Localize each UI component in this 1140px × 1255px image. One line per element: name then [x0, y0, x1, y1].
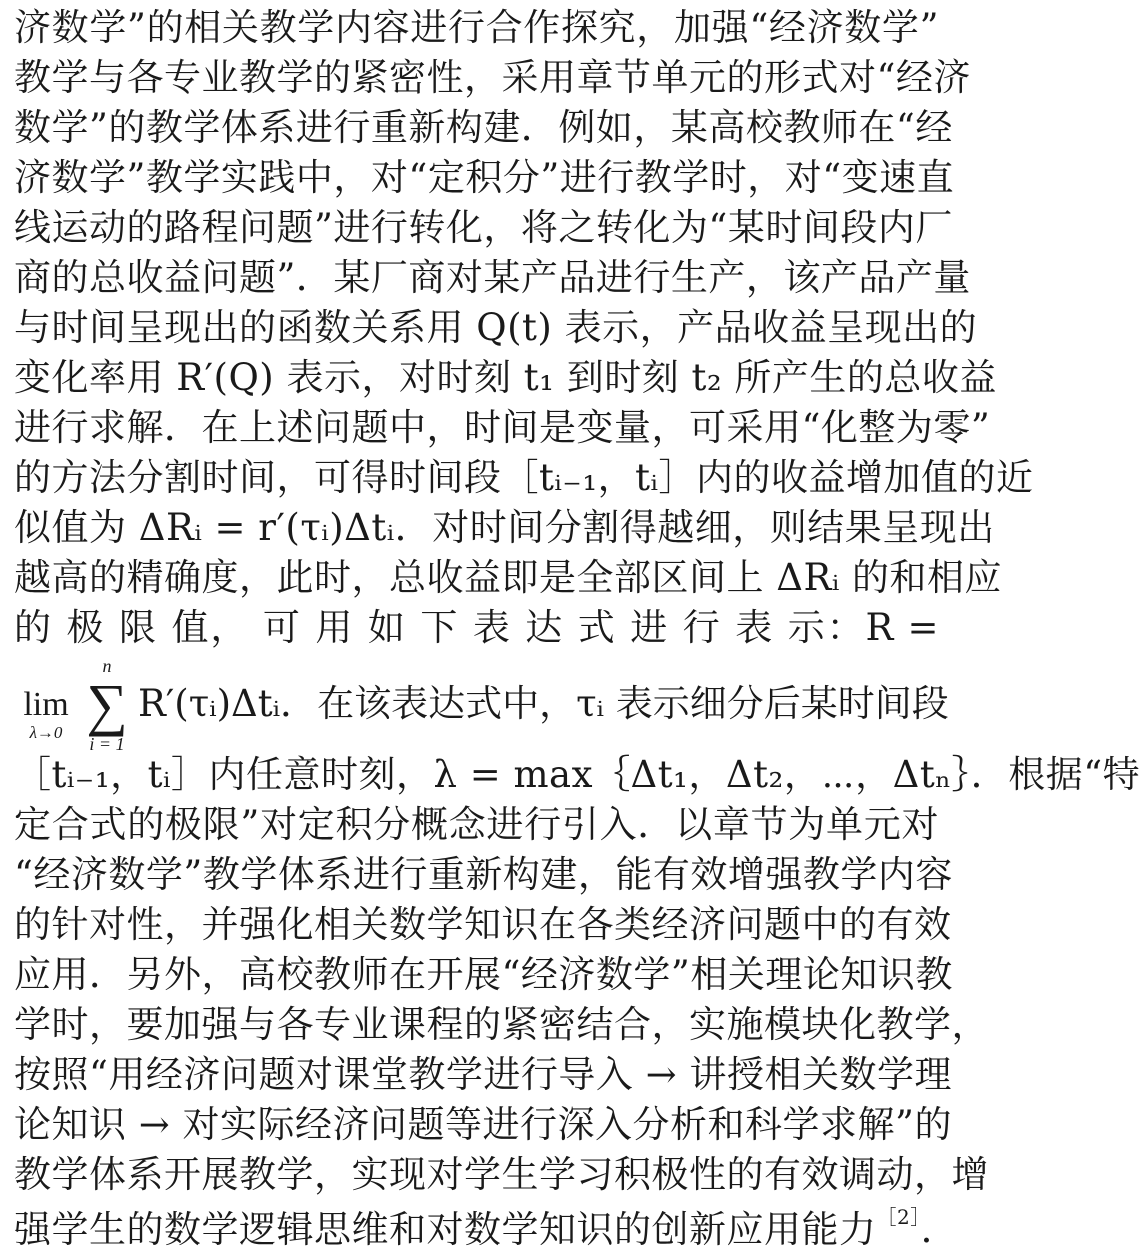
text-line: 济数学”教学实践中，对“定积分”进行教学时，对“变速直	[14, 156, 955, 199]
citation-marker: ［2］	[876, 1205, 921, 1229]
text-line: “经济数学”教学体系进行重新构建，能有效增强教学内容	[14, 853, 953, 896]
text-line: 的方法分割时间，可得时间段［tᵢ₋₁，tᵢ］内的收益增加值的近	[14, 456, 1034, 499]
lim-subscript: λ→0	[29, 723, 63, 742]
sigma-lower-bound: i = 1	[89, 734, 125, 754]
text-line: 的针对性，并强化相关数学知识在各类经济问题中的有效	[14, 903, 952, 946]
sigma-upper-bound: n	[102, 656, 112, 676]
text-line: 与时间呈现出的函数关系用 Q(t) 表示，产品收益呈现出的	[14, 306, 978, 349]
text-line: 数学”的教学体系进行重新构建．例如，某高校教师在“经	[14, 106, 953, 149]
text-line: 济数学”的相关教学内容进行合作探究，加强“经济数学”	[14, 6, 939, 49]
text-line: 越高的精确度，此时，总收益即是全部区间上 ΔRᵢ 的和相应	[14, 556, 1003, 599]
text-line: 学时，要加强与各专业课程的紧密结合，实施模块化教学，	[14, 1003, 989, 1046]
text-line: ［tᵢ₋₁，tᵢ］内任意时刻，λ = max｛Δt₁，Δt₂，⋯，Δtₙ｝．根据“特	[14, 753, 1140, 796]
sigma-symbol: ∑	[86, 672, 128, 737]
summation-formula-line	[14, 655, 949, 755]
final-text: 强学生的数学逻辑思维和对数学知识的创新应用能力	[14, 1208, 877, 1251]
final-punctuation: ．	[920, 1208, 959, 1251]
text-line: 教学体系开展教学，实现对学生学习积极性的有效调动，增	[14, 1153, 989, 1196]
text-line: 论知识 → 对实际经济问题等进行深入分析和科学求解”的	[14, 1103, 952, 1146]
limit-operator	[14, 687, 78, 743]
summation-operator	[74, 655, 140, 755]
text-line: 进行求解．在上述问题中，时间是变量，可采用“化整为零”	[14, 406, 991, 449]
text-line: 商的总收益问题”．某厂商对某产品进行生产，该产品产量	[14, 256, 971, 299]
text-line: 教学与各专业教学的紧密性，采用章节单元的形式对“经济	[14, 56, 971, 99]
text-line: 似值为 ΔRᵢ = r′(τᵢ)Δtᵢ．对时间分割得越细，则结果呈现出	[14, 506, 995, 549]
text-line: 应用．另外，高校教师在开展“经济数学”相关理论知识教	[14, 953, 953, 996]
text-line: 变化率用 R′(Q) 表示，对时刻 t₁ 到时刻 t₂ 所产生的总收益	[14, 356, 997, 399]
lim-text: lim	[23, 686, 69, 723]
text-line: 线运动的路程问题”进行转化，将之转化为“某时间段内厂	[14, 206, 953, 249]
text-line: 的 极 限 值， 可 用 如 下 表 达 式 进 行 表 示：R =	[14, 606, 939, 649]
summation-text: R′(τᵢ)Δtᵢ．在该表达式中，τᵢ 表示细分后某时间段	[138, 682, 949, 725]
text-line-final	[14, 1192, 959, 1251]
text-line: 按照“用经济问题对课堂教学进行导入 → 讲授相关数学理	[14, 1053, 952, 1096]
text-line: 定合式的极限”对定积分概念进行引入．以章节为单元对	[14, 803, 939, 846]
